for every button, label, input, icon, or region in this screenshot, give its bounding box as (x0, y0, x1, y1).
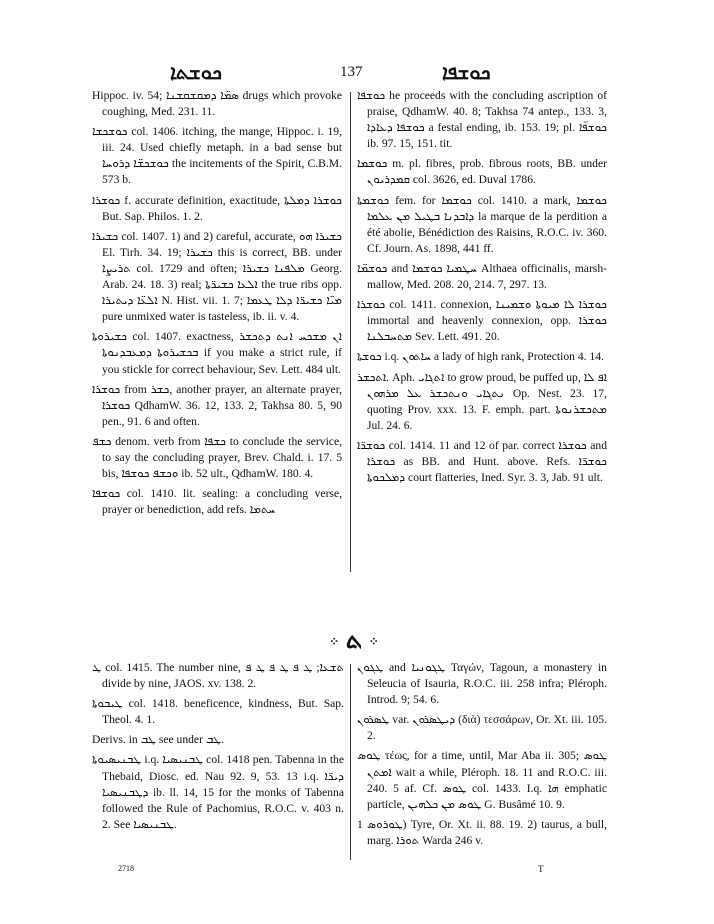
column-right-upper (357, 88, 607, 490)
section-letter: ܬ (345, 625, 363, 654)
column-rule-lower (350, 664, 351, 860)
ornament-left: ⁘ (329, 634, 340, 649)
entry: ܟܘܫܪܐ col. 1411. connexion, ܟܘܫܪܐ ܠܐ ܡܝܘܬܐ ܘܫܡܝܢܐ immortal and heavenly connexion, opp. ܟܘܫܪܐ ܡܬܚܒܠܢܐ Sev. Lett. 491. 20. (357, 298, 607, 344)
running-head-left: ܟܘܫܬܐ (170, 62, 222, 84)
entry: ܛܝܒܘܬܐ col. 1418. beneficence, kindness, But. Sap. Theol. 4. 1. (92, 697, 344, 727)
section-letter-divider (314, 625, 394, 655)
entry: ܛ col. 1415. The number nine, ܬܫܥܐ; ܛ ܦ ܛ ܦ ܛ ܦ divide by nine, JAOS. xv. 138. 2. (92, 661, 344, 691)
entry: ܟܘܫܡܐ m. pl. fibres, prob. fibrous roots, BB. under ܩܡܕܪܝܘܢ col. 3626, ed. Duval 1786. (357, 157, 607, 187)
page-number: 137 (340, 64, 363, 80)
entry: ܟܘܫܟܫܐ col. 1406. itching, the mange, Hippoc. i. 19, iii. 24. Used chiefly metaph. in a bad sense but ܟܘܫܟܫ̈ܐ ܕܪܘܚܐ the incitements of the Spirit, C.B.M. 573 b. (92, 125, 342, 187)
ornament-right: ⁘ (368, 634, 379, 649)
entry: Derivs. in ܛܒ see under ܛܒ. (92, 733, 225, 747)
entry: ܛܓܘܢ and ܛܓܘܢܝܐ Ταγών, Tagoun, a monastery in Seleucia of Isauria, R.O.C. iii. 258 infra; Pléroph. Introd. 9; 54. 6. (357, 661, 607, 707)
entry: ܛܘܪܘܣ 1) Tyre, Or. Xt. ii. 88. 19. 2) taurus, a bull, marg. ܬܘܪܐ Warda 246 v. (357, 817, 607, 847)
entry: ܟܘܫܬܐ i.q. ܚܐܬܘܢ a lady of high rank, Protection 4. 14. (357, 350, 604, 364)
gathering-mark: T (538, 864, 544, 874)
entry: ܟܫܝܪܐ col. 1407. 1) and 2) careful, accurate, ܟܫܝܪܐ ܗܘ El. Tirh. 34. 19; ܟܫܝܪܐ this is correct, BB. under ܬܪܝܨܐ col. 1729 and often; ܡܠܦܢܐ ܟܫܝܪܐ Georg. Arab. 24. 18. 3) real; ܐܠܥܐ ܟܫܝܪ̈ܬܐ the true ribs opp. ܐܠܥ̈ܐ ܕܝܬܝܪܐ N. Hist. vii. 1. 7; ܡܝ̈ܐ ܟܫܝܪ̈ܐ ܕܠܐ ܛܥܡܐ pure unmixed water is tasteless, ib. ii. v. 4. (92, 229, 342, 324)
entry: ܛܒܢܝܣܝܘܬܐ i.q. ܛܒܢܝܣܝܐ col. 1418 pen. Tabenna in the Thebaid, Diosc. ed. Nau 92. 9, 53. 13 i.q. ܕܝܪ̈ܐ ܕܛܒܢܝܣܝܐ ib. ll. 14, 15 for the monks of Tabenna followed the Rule of Pachomius, R.O.C. v. 403 n. 2. See ܛܒܢܝܣܝܐ. (92, 753, 344, 831)
entry: ܟܘܫܦܐ he proceeds with the concluding ascription of praise, QdhamW. 40. 8; Takhsa 74 antep., 133. 3, ܟܘܫܦܐ ܕܥܐܕܐ a festal ending, ib. 153. 19; pl. ܟܘܫܦ̈ܐ ib. 97. 15, 151. tit. (357, 89, 607, 151)
running-head-right: ܟܘܫܦܐ (442, 62, 491, 84)
entry: ܟܘܫܪ̈ܐ col. 1414. 11 and 12 of par. correct ܟܘܫܪܐ and ܟܘܫܪܐ as BB. and Hunt. above. Refs. ܟܘܫܪ̈ܐ ܕܡܠܟܘܬܐ court flatteries, Ined. Syr. 3. 3, Jab. 91 ult. (357, 438, 607, 485)
entry: ܟܘܫܪܐ f. accurate definition, exactitude, ܟܘܫܪܐ ܕܡܠܬܐ But. Sap. Philos. 1. 2. (92, 193, 342, 223)
entry: ܟܘܫܪܐ from ܟܫܪ, another prayer, an alternate prayer, ܟܘܫܪܐ QdhamW. 36. 12, 133. 2, Takhsa 80. 5, 90 pen., 91. 6 and often. (92, 382, 342, 428)
column-right-lower (357, 660, 607, 853)
printer-signature: 2718 (118, 864, 134, 873)
entry: ܟܫܝܪܘܬܐ col. 1407. exactness, ܐܢ ܡܫܟܚ ܐܢܬ ܕܬܟܫܪ ܒܟܫܝܪܘܬܐ ܕܡܥܒܕܢܘܬܐ if you make a strict rule, if you stickle for correct behaviour, Sev. Lett. 484 ult. (92, 330, 342, 376)
entry: ܟܘܫܦܐ col. 1410. lit. sealing: a concluding verse, prayer or benediction, add refs. ܚܬܡܐ (92, 487, 342, 517)
entry: ܟܫܦ denom. verb from ܟܫܦܐ to conclude the service, to say the concluding prayer, Brev. Chald. i. 17. 5 bis, ܘܟܫܦ ܟܘܫܦܐ ib. 52 ult., QdhamW. 180. 4. (92, 434, 342, 481)
page-header (0, 62, 714, 86)
entry: ܛܘܣ τέως, for a time, until, Mar Aba ii. 305; ܛܘܣ ܐܡܬܢ wait a while, Pléroph. 18. 11 and R.O.C. iii. 240. 5 af. Cf. ܛܘܣ col. 1433. I.q. ܗܐ emphatic particle, ܛܘܣ ܡܢ ܟܠܗܝܢ G. Busâmé 10. 9. (357, 749, 608, 811)
entry: ܟܘܫܡ̈ܐ and ܚܛܡܝܐ ܟܘܫܡܐ Althaea officinalis, marsh-mallow, Med. 208. 20, 214. 7, 297. 13. (357, 261, 607, 292)
entry: Hippoc. iv. 54; ܣܡ̈ܐ ܕܡܩܫܩܫܢܐ drugs which provoke coughing, Med. 231. 11. (92, 89, 343, 119)
entry: ܛܣܪܘܢ var. ܕܝܛܣܪܘܢ (διὰ) τεσσάρων, Or. Xt. iii. 105. 2. (357, 713, 608, 743)
column-rule (350, 92, 351, 572)
entry: ܟܘܫܡܬܐ fem. for ܟܘܫܡܐ col. 1410. a mark, ܟܘܫܡܐ ܕܐܒܕܢܐ ܒܛܝܠ ܡܢ ܥܠܡܐ la marque de la perdition a été abolie, Bénédiction des Raisins, R.O.C. iv. 360. Cf. Journ. As. 1898, 441 ff. (357, 193, 607, 255)
column-left-upper (92, 88, 342, 522)
column-left-lower (92, 660, 344, 837)
entry: ܐܬܟܫܪ. Aph. ܐܬܓܐܝ to grow proud, be puffed up, ܐܦ ܠܐ ܢܬܓܐܝ ܘܢܬܟܫܪ ܥܠ ܡܪܗܘܢ Op. Nest. 23. 17, quoting Prov. xxx. 13. F. emph. part. ܡܬܟܫܪܢܘܬܐ Jul. 24. 6. (357, 370, 607, 432)
